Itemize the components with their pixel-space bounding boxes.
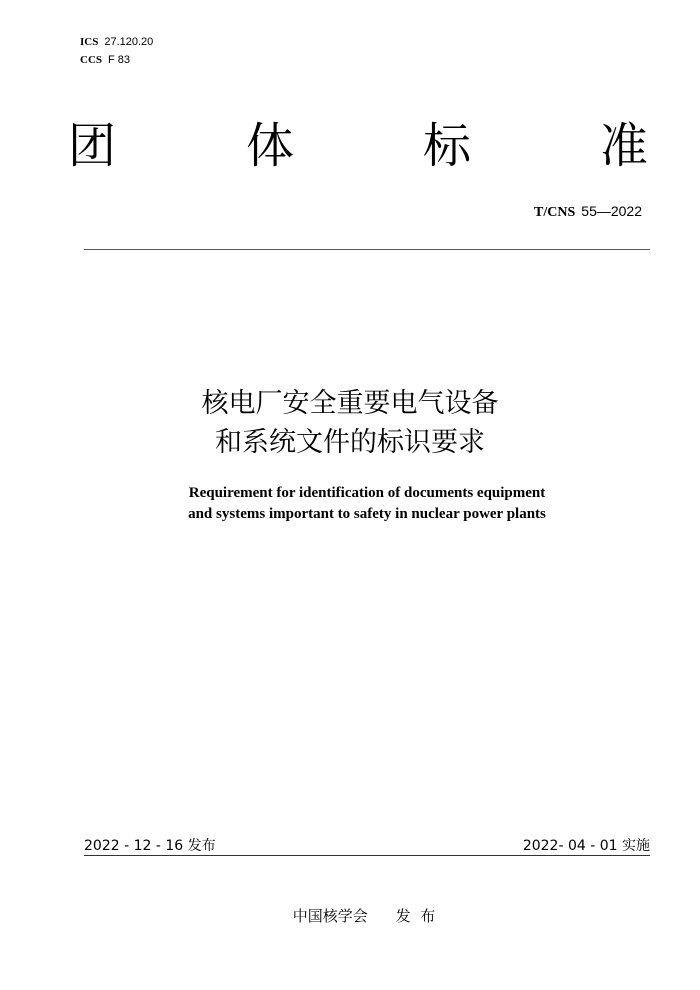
ics-code xyxy=(80,33,153,51)
standard-type-heading xyxy=(68,118,648,174)
ccs-label: CCS xyxy=(80,54,103,66)
classification-codes xyxy=(80,33,153,69)
chinese-title xyxy=(0,384,700,462)
implement-date: 2022- 04 - 01 实施 xyxy=(522,838,650,854)
chinese-title-line-2: 和系统文件的标识要求 xyxy=(215,427,485,458)
top-divider xyxy=(84,249,650,250)
standard-number-value: 55—2022 xyxy=(581,203,642,219)
standard-type-char-2: 体 xyxy=(246,118,295,174)
standard-type-char-1: 团 xyxy=(68,118,117,174)
publisher-action: 发 布 xyxy=(395,907,436,925)
standard-type-char-3: 标 xyxy=(423,118,472,174)
ics-value: 27.120.20 xyxy=(104,36,154,48)
standard-type-char-4: 准 xyxy=(600,118,649,174)
english-title-line-1: Requirement for identification of documents equipment xyxy=(188,485,546,501)
publisher xyxy=(0,905,700,926)
english-title xyxy=(0,483,700,525)
ccs-value: F 83 xyxy=(108,54,131,66)
ics-label: ICS xyxy=(80,36,99,48)
english-title-line-2: and systems important to safety in nuclear power plants xyxy=(188,506,546,522)
standard-number xyxy=(534,203,642,221)
ccs-code xyxy=(80,51,153,69)
standard-number-prefix: T/CNS xyxy=(534,205,576,220)
bottom-divider xyxy=(84,855,650,856)
chinese-title-line-1: 核电厂安全重要电气设备 xyxy=(201,388,499,419)
publisher-org: 中国核学会 xyxy=(292,907,368,925)
publish-date: 2022 - 12 - 16 发布 xyxy=(84,838,216,854)
